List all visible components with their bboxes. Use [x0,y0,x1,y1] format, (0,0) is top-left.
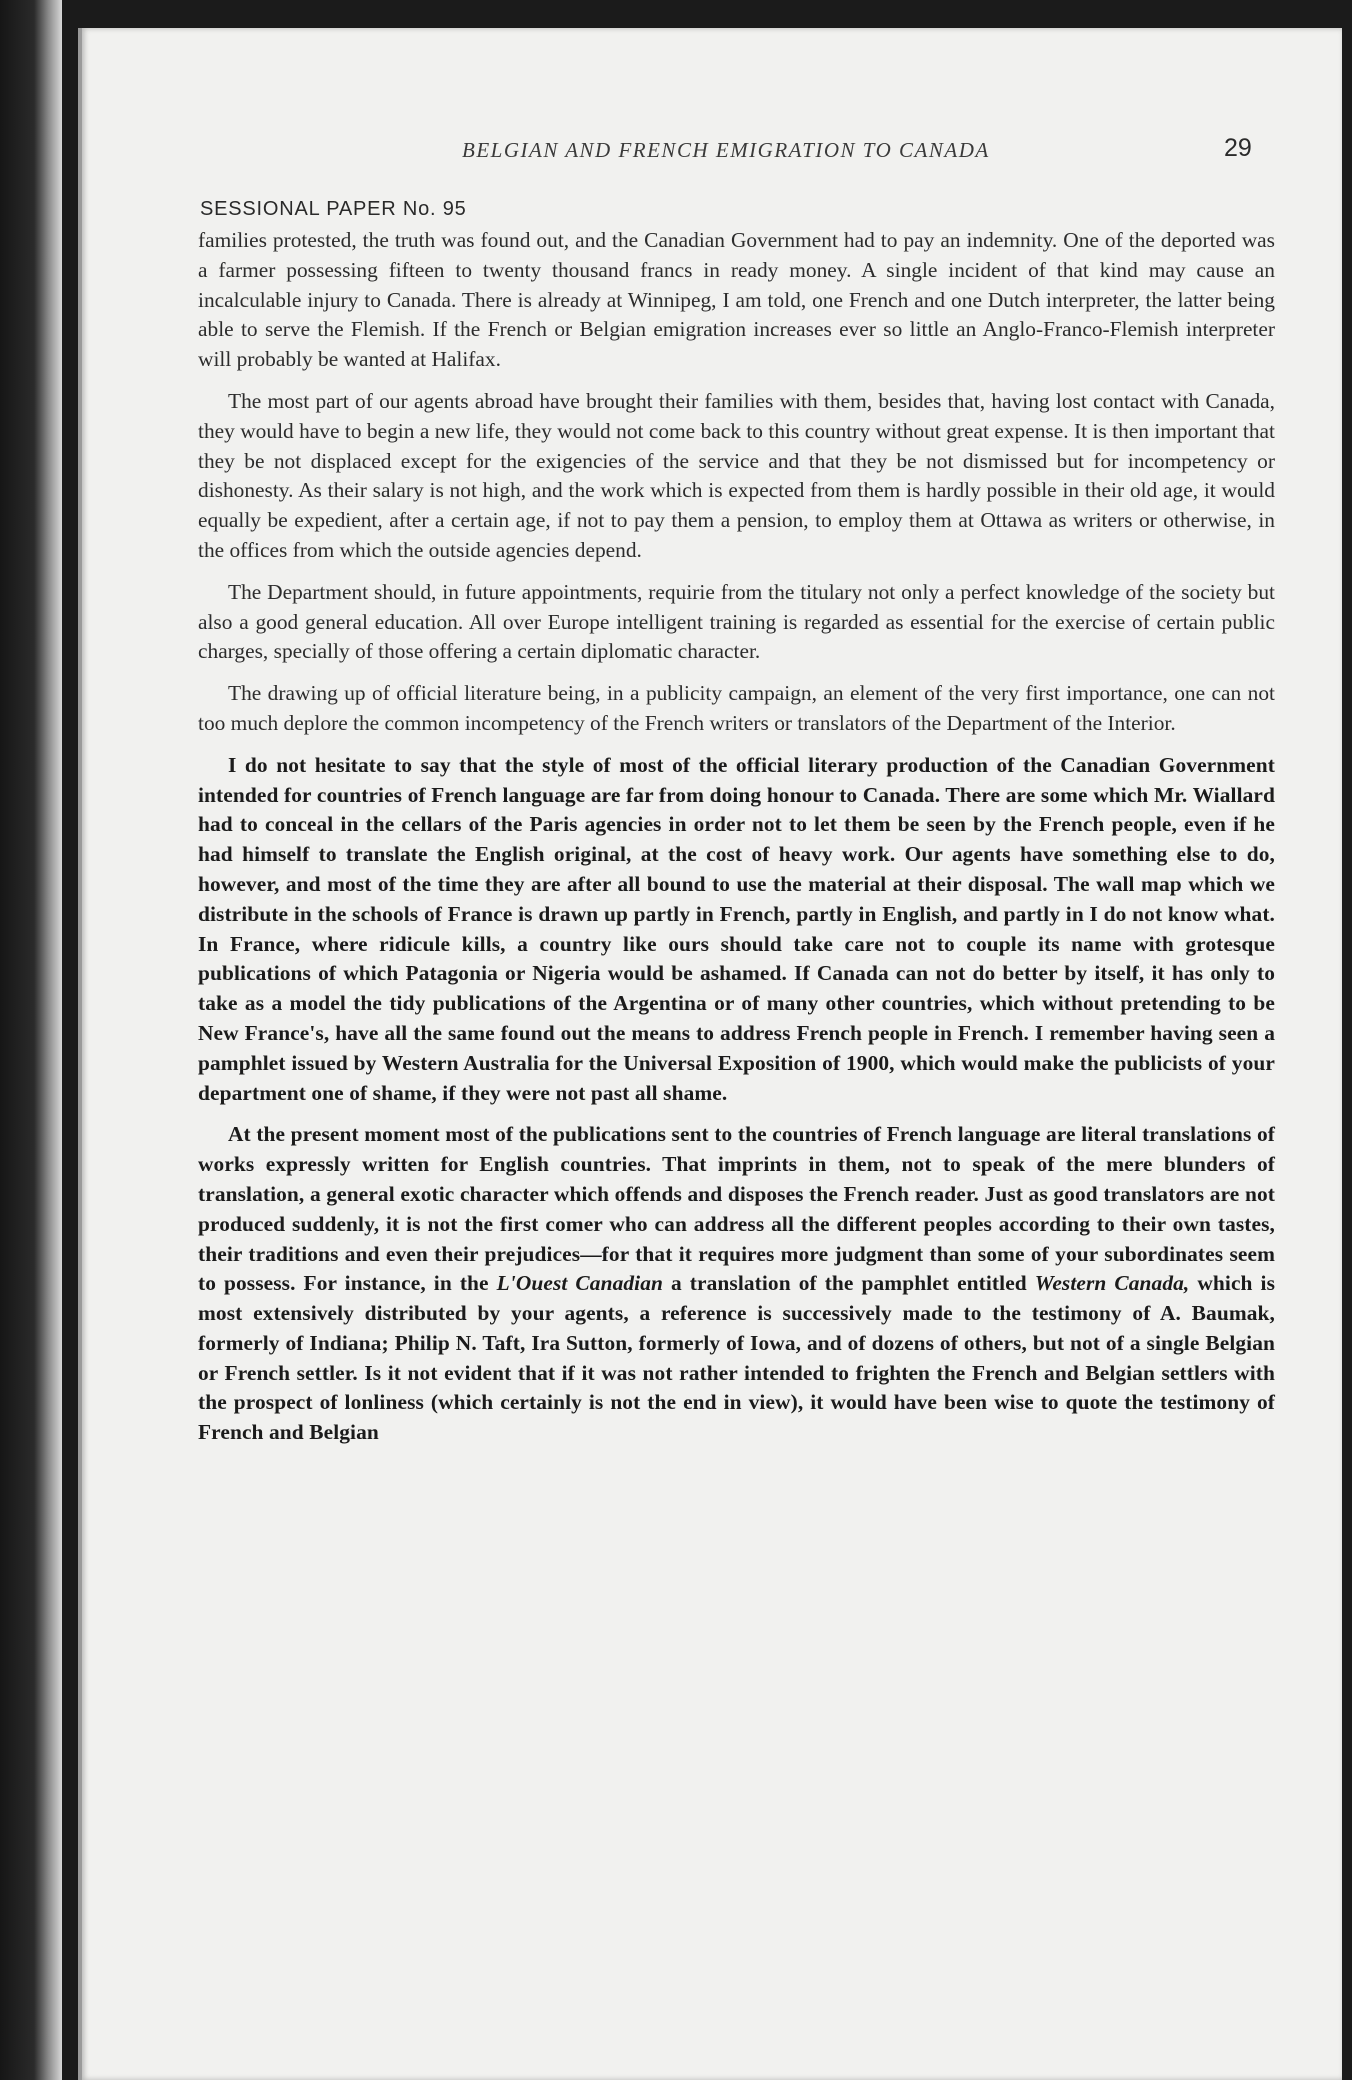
running-title: BELGIAN AND FRENCH EMIGRATION TO CANADA [462,138,990,162]
document-page [78,28,1342,2080]
page-number: 29 [1224,134,1252,162]
paragraph-6-italic-title-1: L'Ouest Canadian [496,1271,664,1296]
paragraph-3: The Department should, in future appointments, requirie from the titulary not only a perfect knowledge of the society but also a good general education. All over Europe intelligent training is regarded as essential for the exercise of certain public charges, specially of those offering a certain diplomatic character. [198,579,1275,664]
microfilm-frame-edge [0,0,62,2080]
body-text [198,226,1275,1448]
paragraph-6-part-3: which is most extensively distributed by your agents, a reference is successively made to the testimony of A. Baumak, formerly of Indiana; Philip N. Taft, Ira Sutton, formerly of Iowa, and of dozens of others, but not of a single Belgian or French settler. Is it not evident that if it was not rather intended to frighten the French and Belgian settlers with the prospect of lonliness (which certainly is not the end in view), it would have been wise to quote the testimony of French and Belgian [198,1271,1275,1445]
paragraph-6-italic-title-2: Western Canada, [1034,1271,1190,1296]
paragraph-6-part-1: At the present moment most of the publications sent to the countries of French language are literal translations of works expressly written for English countries. That imprints in them, not to speak of the mere blunders of translation, a general exotic character which offends and disposes the French reader. Just as good translators are not produced suddenly, it is not the first comer who can address all the different peoples according to their own tastes, their traditions and even their prejudices—for that it requires more judgment than some of your subordinates seem to possess. For instance, in the [198,1122,1275,1296]
sessional-paper-label: SESSIONAL PAPER No. 95 [200,198,467,220]
paragraph-4: The drawing up of official literature being, in a publicity campaign, an element of the very first importance, one can not too much deplore the common incompetency of the French writers or translators of the Department of the Interior. [198,681,1275,735]
paragraph-1: families protested, the truth was found out, and the Canadian Government had to pay an indemnity. One of the deported was a farmer possessing fifteen to twenty thousand francs in ready money. A single incident of that kind may cause an incalculable injury to Canada. There is already at Winnipeg, I am told, one French and one Dutch interpreter, the latter being able to serve the Flemish. If the French or Belgian emigration increases ever so little an Anglo-Franco-Flemish interpreter will probably be wanted at Halifax. [198,228,1275,372]
paragraph-6-part-2: a translation of the pamphlet entitled [663,1271,1035,1296]
paragraph-6 [198,1120,1275,1448]
paragraph-5: I do not hesitate to say that the style of most of the official literary production of the Canadian Government intended for countries of French language are far from doing honour to Canada. There are some which Mr. Wiallard had to conceal in the cellars of the Paris agencies in order not to let them be seen by the French people, even if he had himself to translate the English original, at the cost of heavy work. Our agents have something else to do, however, and most of the time they are after all bound to use the material at their disposal. The wall map which we distribute in the schools of France is drawn up partly in French, partly in English, and partly in I do not know what. In France, where ridicule kills, a country like ours should take care not to couple its name with grotesque publications of which Patagonia or Nigeria would be ashamed. If Canada can not do better by itself, it has only to take as a model the tidy publications of the Argentina or of many other countries, which without pretending to be New France's, have all the same found out the means to address French people in French. I remember having seen a pamphlet issued by Western Australia for the Universal Exposition of 1900, which would make the publicists of your department one of shame, if they were not past all shame. [198,752,1275,1105]
paragraph-2: The most part of our agents abroad have brought their families with them, besides that, having lost contact with Canada, they would have to begin a new life, they would not come back to this country without great expense. It is then important that they be not displaced except for the exigencies of the service and that they be not dismissed but for incompetency or dishonesty. As their salary is not high, and the work which is expected from them is hardly possible in their old age, it would equally be expedient, after a certain age, if not to pay them a pension, to employ them at Ottawa as writers or otherwise, in the offices from which the outside agencies depend. [198,388,1275,562]
